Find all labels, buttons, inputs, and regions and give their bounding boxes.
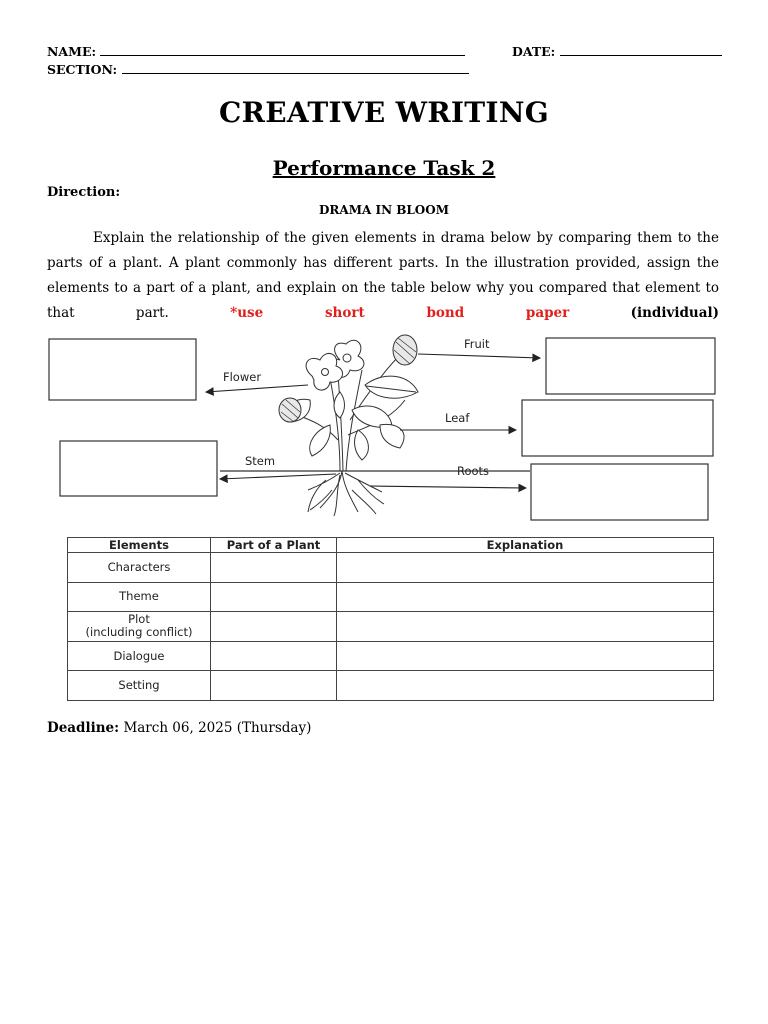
plant-drawing xyxy=(220,335,530,516)
table-row xyxy=(68,612,714,642)
date-label: DATE: xyxy=(512,44,556,59)
header-part-of-plant: Part of a Plant xyxy=(211,538,337,553)
instructions-paragraph xyxy=(47,226,719,326)
answer-box-fruit xyxy=(546,338,715,394)
table-row xyxy=(68,641,714,671)
element-cell: Characters xyxy=(68,553,211,583)
name-field xyxy=(47,44,465,59)
element-cell: Setting xyxy=(68,671,211,701)
element-cell: Dialogue xyxy=(68,641,211,671)
label-roots: Roots xyxy=(457,464,490,478)
answer-box-flower xyxy=(49,339,196,400)
element-cell: Plot (including conflict) xyxy=(68,612,211,642)
table-row xyxy=(68,671,714,701)
instructions-text: Explain the relationship of the given elements in drama below by comparing them to the parts of a plant. A plant commonly has different parts. In the illustration provided, assign the elements to a part of a plant, and explain on the table below why you compared that element to that part. xyxy=(47,230,719,321)
table-row xyxy=(68,553,714,583)
date-blank xyxy=(560,44,722,56)
element-cell: Theme xyxy=(68,582,211,612)
direction-label: Direction: xyxy=(47,185,121,200)
explanation-cell xyxy=(337,612,714,642)
header-explanation: Explanation xyxy=(337,538,714,553)
page-title: CREATIVE WRITING xyxy=(219,96,549,129)
deadline-label: Deadline: xyxy=(47,720,120,736)
label-leaf: Leaf xyxy=(445,411,470,425)
header-elements: Elements xyxy=(68,538,211,553)
part-cell xyxy=(211,612,337,642)
part-cell xyxy=(211,641,337,671)
note-individual: (individual) xyxy=(630,305,719,321)
section-blank xyxy=(122,62,469,74)
section-label: SECTION: xyxy=(47,62,118,77)
deadline xyxy=(47,720,311,736)
part-cell xyxy=(211,582,337,612)
table-header-row xyxy=(68,538,714,553)
label-stem: Stem xyxy=(245,454,276,468)
elements-table xyxy=(67,537,714,701)
answer-box-roots xyxy=(531,464,708,520)
explanation-cell xyxy=(337,671,714,701)
page-subtitle: Performance Task 2 xyxy=(272,156,496,180)
part-cell xyxy=(211,553,337,583)
explanation-cell xyxy=(337,641,714,671)
date-field xyxy=(512,44,722,59)
table-row xyxy=(68,582,714,612)
answer-box-leaf xyxy=(522,400,713,456)
answer-box-stem xyxy=(60,441,217,496)
deadline-value: March 06, 2025 (Thursday) xyxy=(123,720,312,736)
part-cell xyxy=(211,671,337,701)
explanation-cell xyxy=(337,582,714,612)
label-flower: Flower xyxy=(223,370,262,384)
explanation-cell xyxy=(337,553,714,583)
name-label: NAME: xyxy=(47,44,97,59)
note-red: *use short bond paper xyxy=(230,305,570,321)
name-blank xyxy=(100,44,465,56)
label-fruit: Fruit xyxy=(464,337,490,351)
section-field xyxy=(47,62,469,77)
section-heading: DRAMA IN BLOOM xyxy=(319,203,449,217)
plant-diagram xyxy=(40,330,730,526)
